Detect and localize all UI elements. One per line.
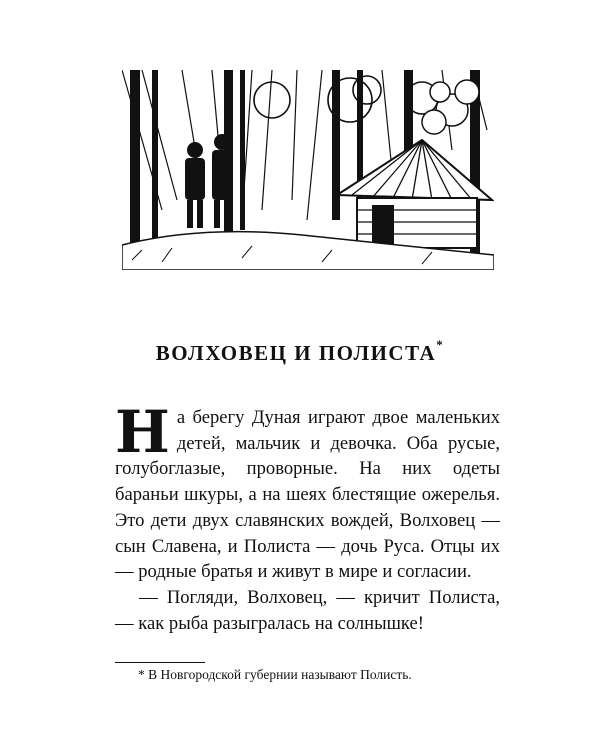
paragraph-1-text: а берегу Дуная играют двое маленьких детей, мальчик и девочка. Оба русые, голубоглазые, проворные. На них одеты бараньи шкуры, а на шеях блестящие ожерелья. Это дети двух славянских вождей, Волховец — сын Славена, и Полиста — дочь Руса. Отцы их — родные братья и живут в мире и согласии. xyxy=(115,407,500,583)
chapter-title xyxy=(0,337,600,366)
footnote-marker: * xyxy=(436,337,445,352)
forest-hut-engraving-icon xyxy=(122,70,494,270)
paragraph-2: — Погляди, Волховец, — кричит Полиста, — как рыба разыгралась на солнышке! xyxy=(115,586,500,634)
paragraph-1 xyxy=(115,398,500,585)
chapter-illustration xyxy=(122,70,494,270)
drop-cap: Н xyxy=(115,398,170,466)
footnote-divider xyxy=(115,662,205,663)
chapter-title-text: ВОЛХОВЕЦ И ПОЛИСТА xyxy=(155,341,437,365)
body-text xyxy=(115,398,500,636)
footnote: * В Новгородской губернии называют Полисть. xyxy=(138,667,412,682)
